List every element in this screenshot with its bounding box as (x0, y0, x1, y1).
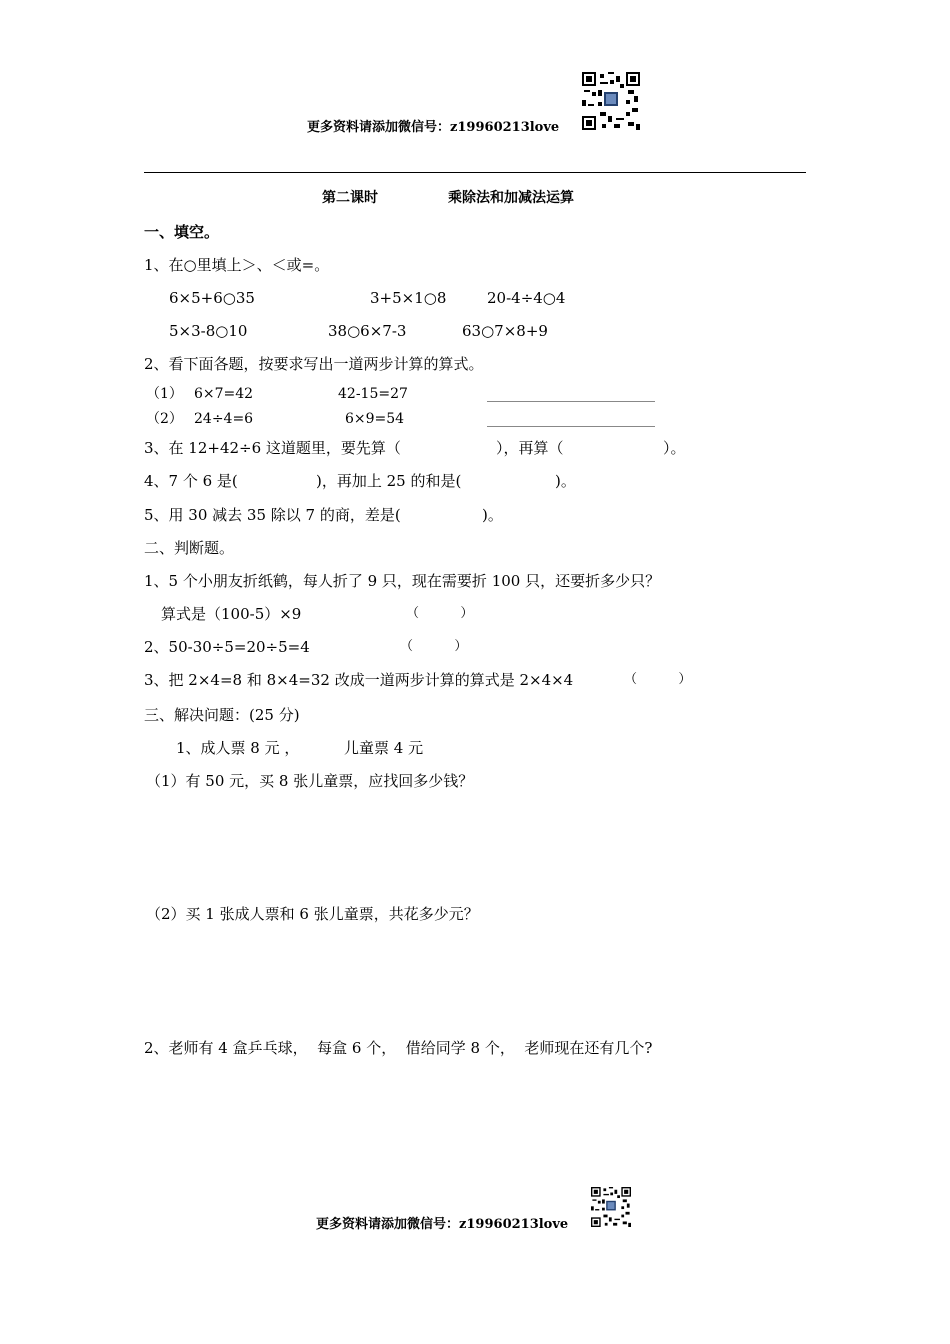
answer-line[interactable] (487, 426, 655, 427)
compare-item: 63○7×8+9 (462, 322, 548, 340)
q3-part2: ），再算（ (496, 439, 564, 457)
q3-part3: ）。 (663, 439, 686, 457)
compare-item: 38○6×7-3 (328, 322, 407, 340)
footer-contact: 更多资料请添加微信号：z19960213love (316, 1217, 569, 1232)
q2-row-a: 24÷4=6 (194, 411, 254, 427)
qr-code-icon (582, 72, 640, 130)
ticket-price-adult: 1、成人票 8 元 ， (176, 739, 300, 757)
judge-q3-text: 3、把 2×4=8 和 8×4=32 改成一道两步计算的算式是 2×4×4 (144, 671, 574, 689)
answer-line[interactable] (487, 401, 655, 402)
judge-answer-paren[interactable]: （ ） (400, 639, 468, 654)
q2-row-label: （2） (146, 411, 183, 427)
ticket-price-child: 儿童票 4 元 (344, 739, 424, 757)
section1-heading: 一、填空。 (144, 223, 220, 241)
problem-sub1: （1）有 50 元，买 8 张儿童票，应找回多少钱？ (146, 772, 474, 790)
q5-part2: )。 (482, 506, 503, 524)
problem-q2: 2、老师有 4 盒乒乓球， 每盒 6 个， 借给同学 8 个， 老师现在还有几个? (144, 1039, 653, 1057)
topic-title: 乘除法和加减法运算 (448, 190, 574, 206)
q3-part1: 3、在 12+42÷6 这道题里，要先算（ (144, 439, 401, 457)
header-contact: 更多资料请添加微信号：z19960213love (307, 120, 560, 135)
compare-item: 5×3-8○10 (169, 322, 248, 340)
q2-prompt: 2、看下面各题，按要求写出一道两步计算的算式。 (144, 355, 484, 373)
q1-prompt: 1、在○里填上＞、＜或=。 (144, 256, 330, 274)
compare-item: 20-4÷4○4 (487, 289, 566, 307)
compare-item: 6×5+6○35 (169, 289, 255, 307)
q4-part2: )，再加上 25 的和是( (316, 472, 462, 490)
judge-q1-formula: 算式是（100-5）×9 (161, 605, 302, 623)
judge-q1-prompt: 1、5 个小朋友折纸鹤，每人折了 9 只，现在需要折 100 只，还要折多少只？ (144, 572, 661, 590)
q4-part1: 4、7 个 6 是( (144, 472, 238, 490)
q2-row-b: 42-15=27 (338, 386, 408, 402)
judge-answer-paren[interactable]: （ ） (624, 672, 692, 687)
section2-heading: 二、判断题。 (144, 539, 235, 557)
header-divider (144, 172, 806, 173)
q5-part1: 5、用 30 减去 35 除以 7 的商，差是( (144, 506, 401, 524)
qr-code-icon (591, 1187, 631, 1227)
q4-part3: )。 (555, 472, 576, 490)
section3-heading: 三、解决问题：(25 分) (144, 706, 300, 724)
q2-row-label: （1） (146, 386, 183, 402)
problem-sub2: （2）买 1 张成人票和 6 张儿童票，共花多少元？ (146, 905, 479, 923)
judge-q2-text: 2、50-30÷5=20÷5=4 (144, 638, 310, 656)
judge-answer-paren[interactable]: （ ） (406, 606, 474, 621)
q2-row-b: 6×9=54 (345, 411, 405, 427)
lesson-title: 第二课时 (322, 190, 378, 206)
compare-item: 3+5×1○8 (370, 289, 447, 307)
q2-row-a: 6×7=42 (194, 386, 254, 402)
